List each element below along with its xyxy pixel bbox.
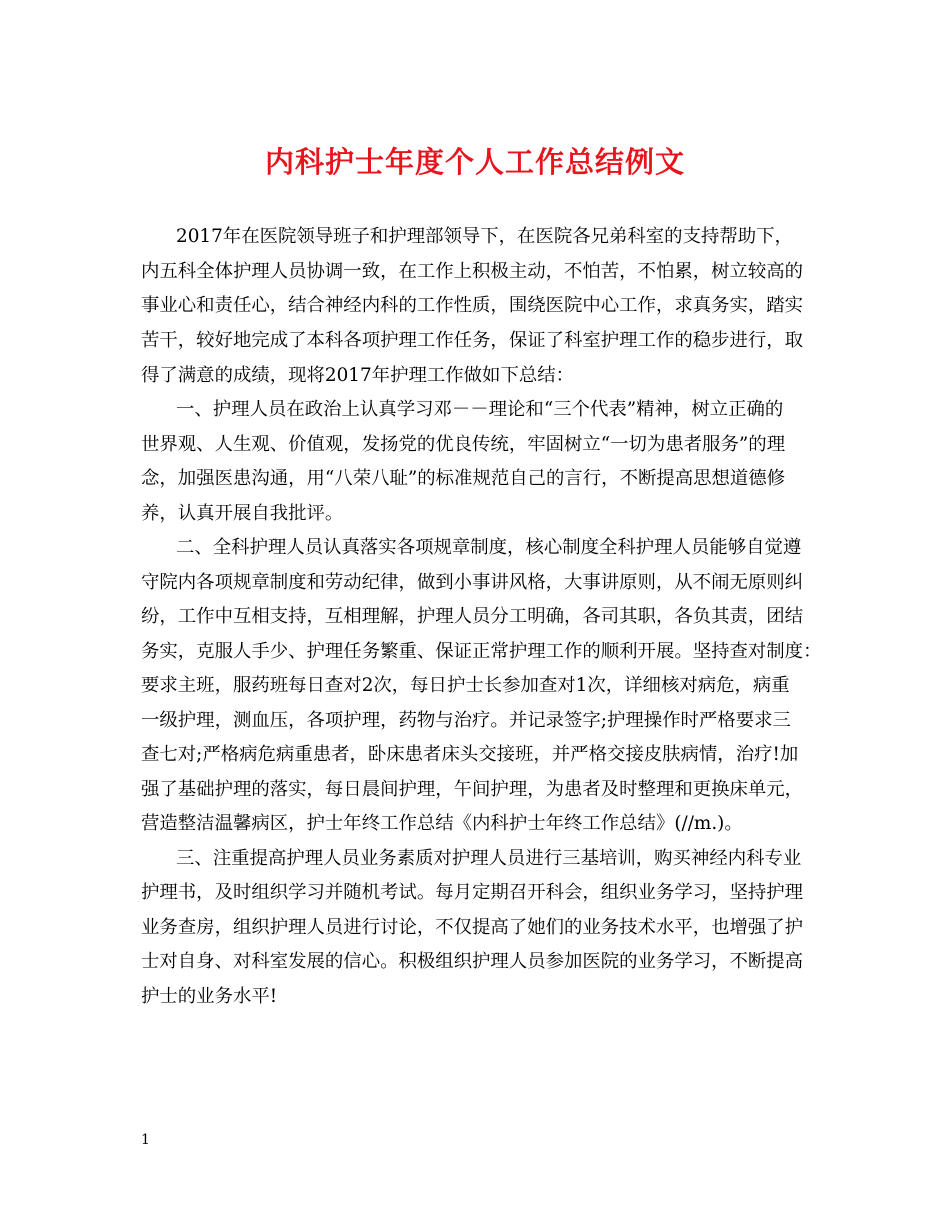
text-line: 养，认真开展自我批评。 bbox=[141, 503, 344, 524]
text-line: 纷，工作中互相支持，互相理解，护理人员分工明确，各司其职，各负其责，团结 bbox=[141, 606, 804, 627]
document-title: 内科护士年度个人工作总结例文 bbox=[264, 145, 685, 179]
text-line: 内五科全体护理人员协调一致，在工作上积极主动，不怕苦，不怕累，树立较高的 bbox=[141, 261, 804, 282]
text-line: 二、全科护理人员认真落实各项规章制度，核心制度全科护理人员能够自觉遵 bbox=[176, 537, 802, 558]
text-line: 三、注重提高护理人员业务素质对护理人员进行三基培训，购买神经内科专业 bbox=[176, 848, 802, 869]
text-line: 士对自身、对科室发展的信心。积极组织护理人员参加医院的业务学习，不断提高 bbox=[141, 951, 804, 972]
text-line: 一级护理，测血压，各项护理，药物与治疗。并记录签字;护理操作时严格要求三 bbox=[141, 710, 791, 731]
text-line: 一、护理人员在政治上认真学习邓－－理论和“三个代表”精神，树立正确的 bbox=[176, 399, 784, 420]
text-line: 世界观、人生观、价值观，发扬党的优良传统，牢固树立“一切为患者服务”的理 bbox=[141, 434, 786, 455]
text-line: 得了满意的成绩，现将2017年护理工作做如下总结： bbox=[141, 365, 575, 386]
page-number: 1 bbox=[141, 1132, 150, 1148]
text-line: 念，加强医患沟通，用“八荣八耻”的标准规范自己的言行，不断提高思想道德修 bbox=[141, 468, 786, 489]
text-line: 事业心和责任心，结合神经内科的工作性质，围绕医院中心工作，求真务实，踏实 bbox=[141, 295, 804, 316]
text-line: 查七对;严格病危病重患者，卧床患者床头交接班，并严格交接皮肤病情，治疗!加 bbox=[141, 744, 799, 765]
text-line: 守院内各项规章制度和劳动纪律，做到小事讲风格，大事讲原则，从不闹无原则纠 bbox=[141, 572, 804, 593]
text-line: 营造整洁温馨病区，护士年终工作总结《内科护士年终工作总结》(//m.)。 bbox=[141, 813, 743, 834]
text-line: 护士的业务水平! bbox=[141, 986, 278, 1007]
text-line: 护理书，及时组织学习并随机考试。每月定期召开科会，组织业务学习，坚持护理 bbox=[141, 882, 804, 903]
text-line: 强了基础护理的落实，每日晨间护理，午间护理，为患者及时整理和更换床单元， bbox=[141, 779, 804, 800]
text-line: 务实，克服人手少、护理任务繁重、保证正常护理工作的顺利开展。坚持查对制度： bbox=[141, 641, 822, 662]
text-line: 苦干，较好地完成了本科各项护理工作任务，保证了科室护理工作的稳步进行，取 bbox=[141, 330, 804, 351]
text-line: 要求主班，服药班每日查对2次，每日护士长参加查对1次，详细核对病危，病重 bbox=[141, 675, 790, 696]
text-line: 业务查房，组织护理人员进行讨论，不仅提高了她们的业务技术水平，也增强了护 bbox=[141, 917, 804, 938]
text-line: 2017年在医院领导班子和护理部领导下，在医院各兄弟科室的支持帮助下， bbox=[176, 226, 793, 247]
